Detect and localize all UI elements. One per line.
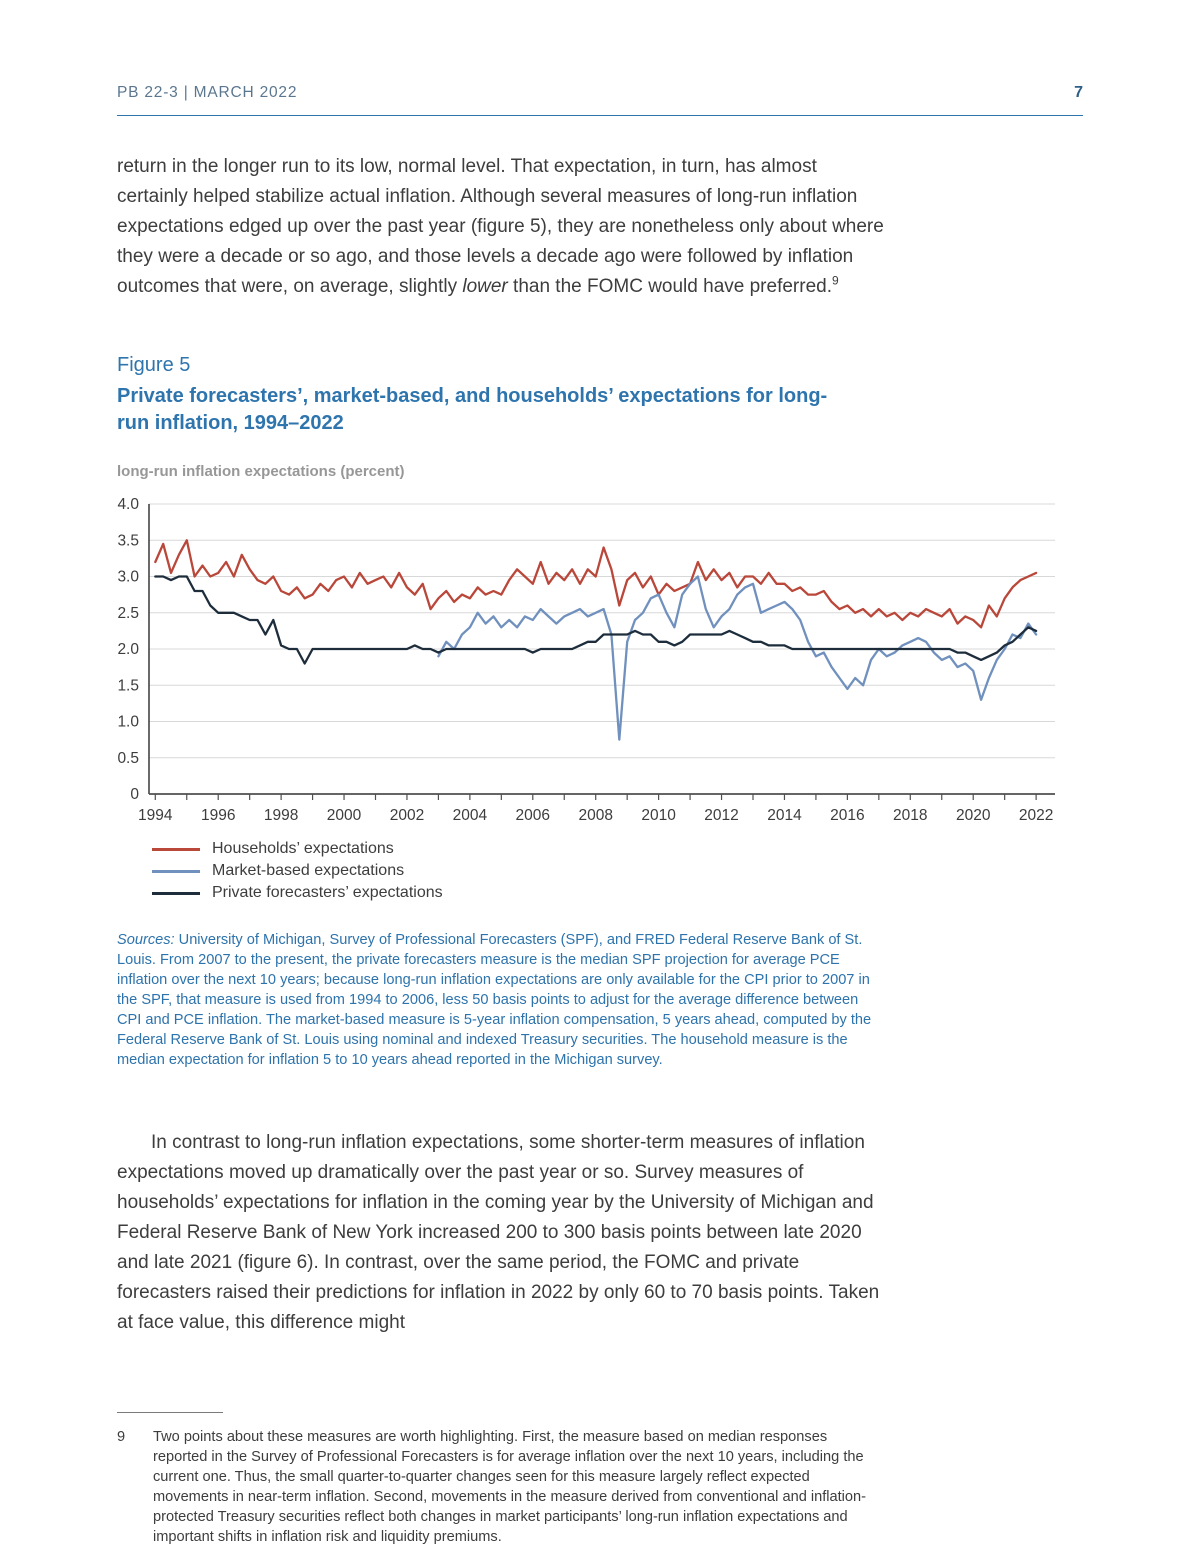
figure-5-chart — [107, 488, 1083, 824]
svg-text:1.5: 1.5 — [117, 677, 139, 695]
svg-text:2012: 2012 — [704, 807, 739, 824]
page-header — [117, 0, 1083, 102]
y-axis-note: long-run inflation expectations (percent) — [117, 463, 405, 480]
legend-label: Private forecasters’ expectations — [212, 884, 443, 901]
svg-text:1998: 1998 — [263, 807, 299, 824]
footnote-number: 9 — [117, 1429, 126, 1445]
svg-text:4.0: 4.0 — [117, 496, 139, 513]
paragraph1-italic-word: lower — [462, 276, 508, 297]
legend-item — [152, 882, 1083, 904]
figure-legend — [152, 838, 1083, 904]
paragraph1-text-after: than the FOMC would have preferred. — [507, 276, 832, 297]
svg-text:2.5: 2.5 — [117, 604, 139, 622]
footnote-reference: 9 — [831, 273, 839, 288]
figure-sources — [117, 930, 883, 1070]
footnote-rule — [117, 1412, 223, 1413]
svg-text:1996: 1996 — [200, 807, 236, 824]
page-number: 7 — [1074, 84, 1083, 101]
publication-id: PB 22-3 | MARCH 2022 — [117, 84, 298, 101]
svg-text:1994: 1994 — [138, 807, 173, 824]
figure-title — [117, 383, 1083, 437]
svg-text:2016: 2016 — [830, 807, 865, 824]
figure-title-line1: Private forecasters’, market-based, and households’ expectations for long- — [117, 385, 828, 407]
sources-label: Sources: — [117, 932, 175, 948]
legend-line-swatch — [152, 848, 200, 851]
svg-text:2.0: 2.0 — [117, 641, 139, 658]
svg-text:2004: 2004 — [452, 807, 488, 824]
header-rule — [117, 115, 1083, 116]
footnote-9 — [117, 1427, 1083, 1547]
svg-text:2002: 2002 — [389, 807, 425, 824]
svg-text:1.0: 1.0 — [117, 713, 139, 731]
svg-text:0: 0 — [130, 786, 139, 803]
svg-text:2010: 2010 — [641, 807, 676, 824]
figure-label: Figure 5 — [117, 354, 191, 376]
paragraph1-text: return in the longer run to its low, normal level. That expectation, in turn, has almost certainly helped stabilize actual inflation. Although several measures of long-run inflation expectations edged up over the past year (figure 5), they are nonetheless only about where they were a decade or so ago, and those levels a decade ago were followed by inflation outcomes that were, on average, slightly — [117, 156, 884, 297]
svg-text:2006: 2006 — [515, 807, 551, 824]
svg-text:2000: 2000 — [326, 807, 362, 824]
legend-item — [152, 838, 1083, 860]
figure-title-line2: run inflation, 1994–2022 — [117, 412, 344, 434]
body-paragraph-1 — [117, 152, 889, 302]
svg-text:2022: 2022 — [1018, 807, 1054, 824]
figure-chart-svg — [107, 488, 1065, 824]
svg-text:0.5: 0.5 — [117, 749, 139, 767]
body-paragraph-2: In contrast to long-run inflation expectations, some shorter-term measures of inflation expectations moved up dramatically over the past year or so. Survey measures of households’ expectations for inflation in the coming year by the University of Michigan and Federal Reserve Bank of New York increased 200 to 300 basis points between late 2020 and late 2021 (figure 6). In contrast, over the same period, the FOMC and private forecasters raised their predictions for inflation in 2022 by only 60 to 70 basis points. Taken at face value, this difference might — [117, 1132, 880, 1333]
sources-text: University of Michigan, Survey of Professional Forecasters (SPF), and FRED Federal Reserve Bank of St. Louis. From 2007 to the present, the private forecasters measure is the median SPF projection for average PCE inflation over the next 10 years; because long-run inflation expectations are only available for the CPI prior to 2007 in the SPF, that measure is used from 1994 to 2006, less 50 basis points to adjust for the average difference between CPI and PCE inflation. The market-based measure is 5-year inflation compensation, 5 years ahead, computed by the Federal Reserve Bank of St. Louis using nominal and indexed Treasury securities. The household measure is the median expectation for inflation 5 to 10 years ahead reported in the Michigan survey. — [117, 932, 872, 1068]
legend-label: Market-based expectations — [212, 862, 405, 879]
svg-text:2020: 2020 — [955, 807, 991, 824]
legend-line-swatch — [152, 870, 200, 873]
svg-text:2014: 2014 — [767, 807, 802, 824]
legend-line-swatch — [152, 892, 200, 895]
svg-text:2018: 2018 — [893, 807, 928, 824]
svg-text:3.5: 3.5 — [117, 532, 139, 550]
svg-text:2008: 2008 — [578, 807, 613, 824]
footnote-text: Two points about these measures are worth highlighting. First, the measure based on median responses reported in the Survey of Professional Forecasters is for average inflation over the next 10 years, including the current one. Thus, the small quarter-to-quarter changes seen for this measure largely reflect expected movements in near-term inflation. Second, movements in the measure derived from conventional and inflation-protected Treasury securities reflect both changes in market participants’ long-run inflation expectations and important shifts in inflation risk and liquidity premiums. — [153, 1429, 867, 1545]
legend-item — [152, 860, 1083, 882]
svg-text:3.0: 3.0 — [117, 568, 139, 586]
legend-label: Households’ expectations — [212, 840, 394, 857]
